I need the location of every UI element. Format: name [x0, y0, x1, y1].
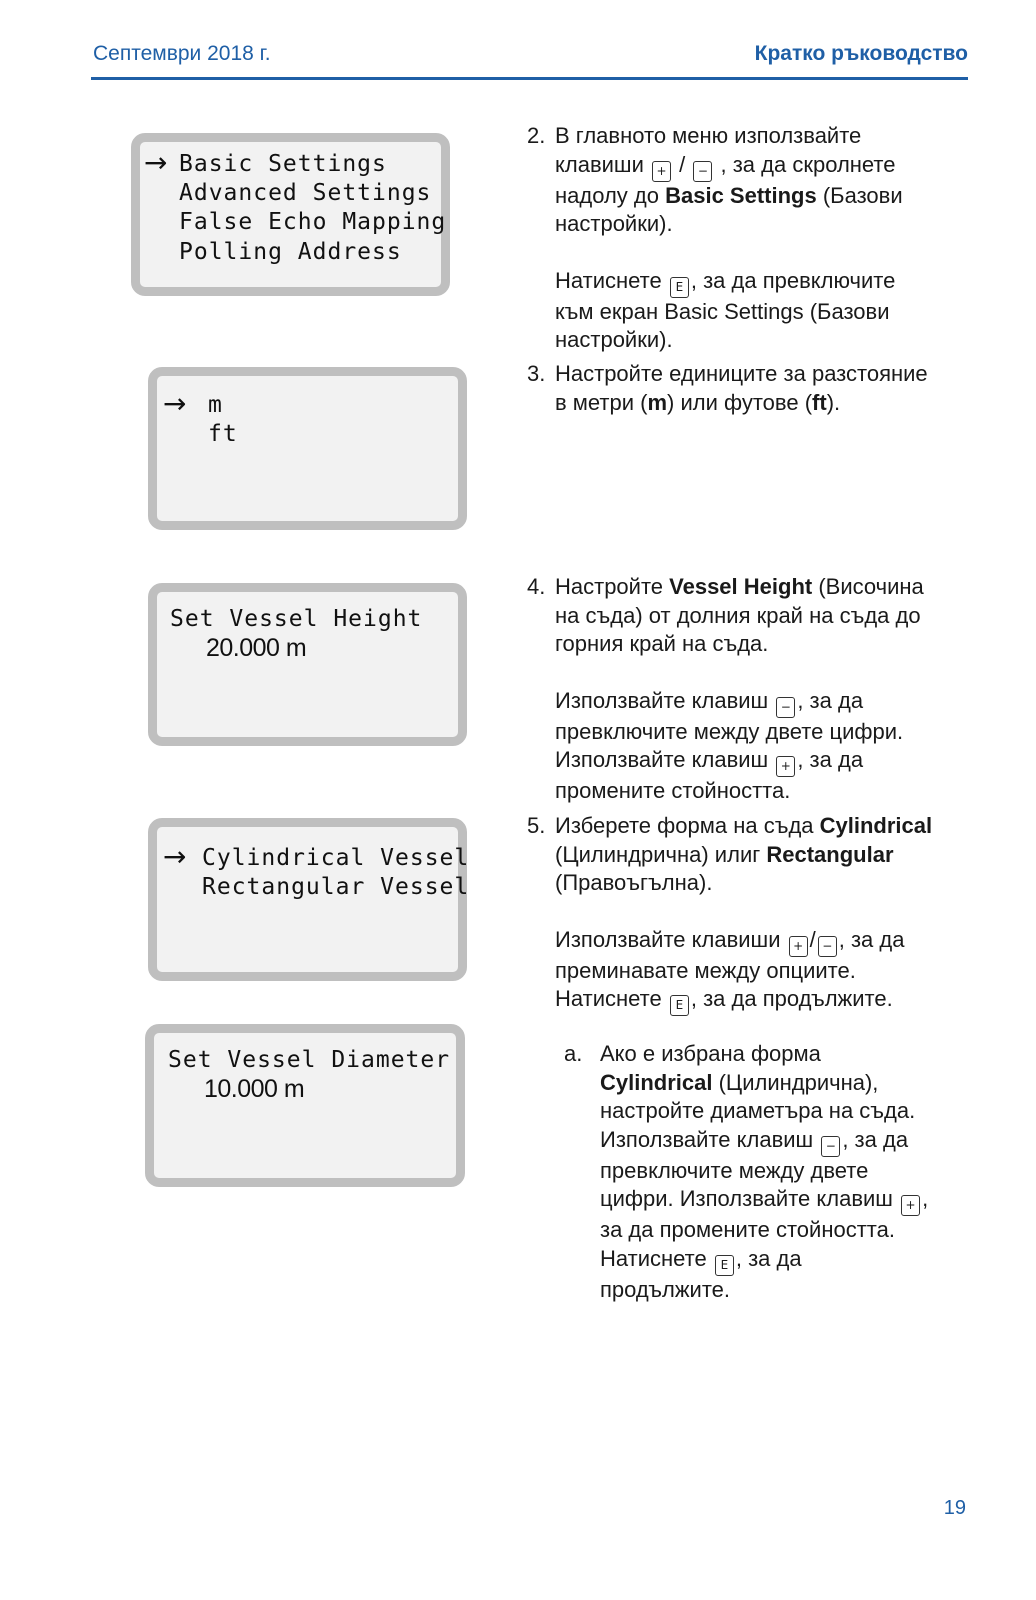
shape-option-rectangular: Rectangular Vessel	[202, 874, 470, 900]
lcd-units	[148, 367, 467, 530]
minus-key-icon: −	[818, 936, 837, 957]
step-text: горния край на съда.	[555, 631, 769, 656]
step-text: Натиснете E , за да	[600, 1245, 960, 1276]
step-text: (Правоъгълна).	[555, 870, 713, 895]
step-text: на съда) от долния край на съда до	[555, 602, 921, 628]
vessel-height-value: 20.000 m	[206, 634, 307, 662]
header-date: Септември 2018 г.	[93, 42, 271, 65]
unit-option-m: m	[208, 392, 223, 418]
step-text: цифри. Използвайте клавиш + ,	[600, 1185, 960, 1216]
step-text: настройки).	[555, 327, 673, 352]
step-4	[527, 573, 955, 806]
vessel-height-label: Set Vessel Height	[170, 606, 423, 632]
step-text: Използвайте клавиш − , за да	[555, 687, 955, 718]
header-title: Кратко ръководство	[754, 42, 968, 65]
step-text: продължите.	[600, 1276, 731, 1302]
step-number: 2.	[527, 123, 546, 148]
step-text: Натиснете E , за да превключите	[555, 267, 955, 298]
step-text: настройки).	[555, 211, 673, 236]
selection-arrow-icon: →	[163, 840, 188, 873]
step-number: 3.	[527, 361, 546, 386]
step-2	[527, 122, 955, 355]
step-text: в метри (m) или футове (ft).	[555, 389, 841, 415]
step-text: към екран Basic Settings (Базови	[555, 298, 890, 324]
unit-option-ft: ft	[208, 421, 238, 447]
step-text: превключите между двете	[600, 1157, 869, 1183]
lcd-vessel-diameter	[145, 1024, 465, 1187]
step-text: Използвайте клавиш − , за да	[600, 1126, 960, 1157]
step-text: Ако е избрана форма	[600, 1041, 821, 1066]
selection-arrow-icon: →	[163, 387, 188, 420]
plus-key-icon: +	[789, 936, 808, 957]
enter-key-icon: E	[715, 1255, 734, 1276]
step-text: Използвайте клавиши + / − , за да	[555, 926, 955, 957]
step-text: за да промените стойността.	[600, 1217, 895, 1242]
step-text: промените стойността.	[555, 778, 791, 803]
step-text: Cylindrical (Цилиндрична),	[600, 1069, 879, 1095]
step-text: клавиши + / − , за да скролнете	[555, 151, 955, 182]
step-text: преминавате между опциите.	[555, 957, 856, 983]
step-text: настройте диаметъра на съда.	[600, 1098, 916, 1123]
step-text: Изберете форма на съда Cylindrical	[555, 813, 933, 838]
step-text: Натиснете E , за да продължите.	[555, 985, 955, 1016]
step-number: a.	[564, 1041, 583, 1066]
vessel-diameter-value: 10.000 m	[204, 1075, 305, 1103]
menu-item-basic-settings: Basic Settings	[179, 151, 387, 177]
minus-key-icon: −	[693, 161, 712, 182]
step-text: надолу до Basic Settings (Базови	[555, 182, 903, 208]
header-divider	[91, 77, 968, 80]
lcd-vessel-height	[148, 583, 467, 746]
step-3	[527, 360, 955, 417]
menu-item-advanced-settings: Advanced Settings	[179, 180, 432, 206]
minus-key-icon: −	[776, 697, 795, 718]
step-text: Използвайте клавиш + , за да	[555, 746, 955, 777]
step-text: превключите между двете цифри.	[555, 718, 904, 744]
lcd-vessel-shape	[148, 818, 470, 981]
step-number: 4.	[527, 574, 546, 599]
enter-key-icon: E	[670, 995, 689, 1016]
vessel-diameter-label: Set Vessel Diameter	[168, 1047, 451, 1073]
step-number: 5.	[527, 813, 546, 838]
plus-key-icon: +	[901, 1195, 920, 1216]
shape-option-cylindrical: Cylindrical Vessel	[202, 845, 470, 871]
step-text: Настройте Vessel Height (Височина	[555, 574, 924, 599]
step-5	[527, 812, 955, 1016]
step-text: В главното меню използвайте	[555, 123, 862, 148]
plus-key-icon: +	[652, 161, 671, 182]
minus-key-icon: −	[821, 1136, 840, 1157]
menu-item-polling-address: Polling Address	[179, 239, 402, 265]
step-5a	[564, 1040, 960, 1304]
plus-key-icon: +	[776, 756, 795, 777]
selection-arrow-icon: →	[144, 146, 169, 179]
step-text: Настройте единиците за разстояние	[555, 361, 928, 386]
step-text: (Цилиндрична) илиг Rectangular	[555, 841, 894, 867]
lcd-main-menu	[131, 133, 450, 296]
menu-item-false-echo-mapping: False Echo Mapping	[179, 209, 447, 235]
page-number: 19	[943, 1497, 966, 1519]
enter-key-icon: E	[670, 277, 689, 298]
